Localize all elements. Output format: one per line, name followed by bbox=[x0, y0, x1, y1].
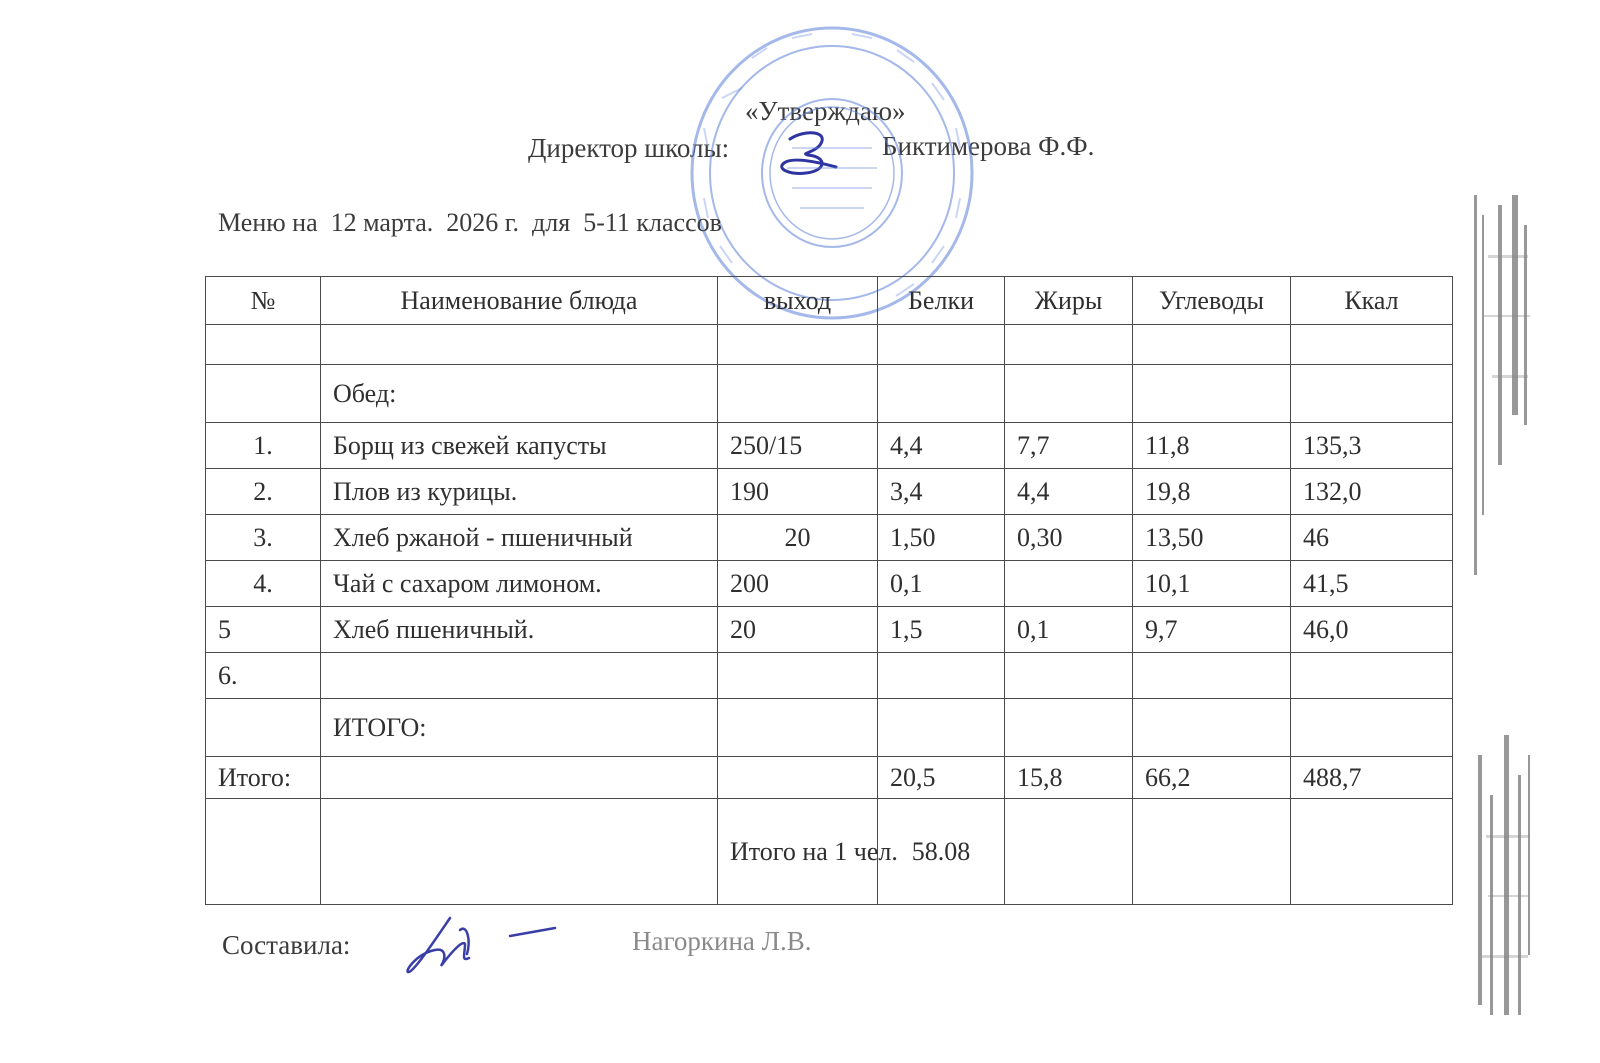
dish-kcal: 132,0 bbox=[1291, 469, 1453, 515]
dish-fat: 0,1 bbox=[1005, 607, 1133, 653]
table-cell bbox=[1291, 365, 1453, 423]
compiler-signature bbox=[405, 910, 575, 990]
dish-protein: 0,1 bbox=[878, 561, 1005, 607]
director-label: Директор школы: bbox=[528, 133, 730, 163]
dish-name: Хлеб ржаной - пшеничный bbox=[321, 515, 718, 561]
table-cell bbox=[206, 799, 321, 905]
table-cell bbox=[1005, 365, 1133, 423]
header-output: выход bbox=[718, 277, 878, 325]
dish-output: 200 bbox=[718, 561, 878, 607]
table-cell bbox=[718, 757, 878, 799]
dish-name: Плов из курицы. bbox=[321, 469, 718, 515]
table-cell bbox=[718, 699, 878, 757]
dish-fat: 4,4 bbox=[1005, 469, 1133, 515]
total-carbs: 66,2 bbox=[1133, 757, 1291, 799]
dish-fat bbox=[1005, 561, 1133, 607]
dish-carbs: 11,8 bbox=[1133, 423, 1291, 469]
dish-protein bbox=[878, 653, 1005, 699]
table-cell bbox=[206, 365, 321, 423]
table-cell bbox=[321, 799, 718, 905]
dish-output: 20 bbox=[718, 515, 878, 561]
table-row bbox=[206, 469, 1453, 515]
table-row-per-person bbox=[206, 799, 1453, 905]
table-cell bbox=[1005, 799, 1133, 905]
table-cell bbox=[1291, 799, 1453, 905]
table-cell bbox=[1291, 325, 1453, 365]
dish-carbs bbox=[1133, 653, 1291, 699]
table-cell bbox=[878, 325, 1005, 365]
table-cell bbox=[321, 325, 718, 365]
header-protein: Белки bbox=[878, 277, 1005, 325]
table-cell bbox=[206, 325, 321, 365]
director-name: Биктимерова Ф.Ф. bbox=[882, 131, 1095, 161]
total-fat: 15,8 bbox=[1005, 757, 1133, 799]
header-dish-name: Наименование блюда bbox=[321, 277, 718, 325]
table-header-row bbox=[206, 277, 1453, 325]
row-number: 6. bbox=[206, 653, 321, 699]
table-row-total-label bbox=[206, 699, 1453, 757]
table-row bbox=[206, 515, 1453, 561]
table-cell bbox=[1005, 699, 1133, 757]
dish-fat: 7,7 bbox=[1005, 423, 1133, 469]
compiled-by-name: Нагоркина Л.В. bbox=[632, 926, 812, 956]
dish-output bbox=[718, 653, 878, 699]
per-person-label: Итого на 1 чел. bbox=[718, 799, 878, 905]
dish-carbs: 10,1 bbox=[1133, 561, 1291, 607]
row-number: 3. bbox=[206, 515, 321, 561]
row-number: 5 bbox=[206, 607, 321, 653]
table-cell bbox=[878, 699, 1005, 757]
dish-name: Борщ из свежей капусты bbox=[321, 423, 718, 469]
table-row bbox=[206, 561, 1453, 607]
per-person-value: 58.08 bbox=[878, 799, 1005, 905]
table-cell bbox=[1133, 325, 1291, 365]
dish-protein: 3,4 bbox=[878, 469, 1005, 515]
header-number: № bbox=[206, 277, 321, 325]
dish-protein: 1,50 bbox=[878, 515, 1005, 561]
scan-artifact bbox=[1468, 195, 1538, 1030]
header-carbs: Углеводы bbox=[1133, 277, 1291, 325]
dish-carbs: 13,50 bbox=[1133, 515, 1291, 561]
total-label: Итого: bbox=[206, 757, 321, 799]
dish-output: 190 bbox=[718, 469, 878, 515]
dish-fat: 0,30 bbox=[1005, 515, 1133, 561]
dish-protein: 4,4 bbox=[878, 423, 1005, 469]
dish-name: Чай с сахаром лимоном. bbox=[321, 561, 718, 607]
total-kcal: 488,7 bbox=[1291, 757, 1453, 799]
table-cell bbox=[1005, 325, 1133, 365]
menu-table bbox=[205, 276, 1453, 905]
total-protein: 20,5 bbox=[878, 757, 1005, 799]
compiled-by-label: Составила: bbox=[222, 930, 351, 960]
dish-name: Хлеб пшеничный. bbox=[321, 607, 718, 653]
table-cell bbox=[718, 365, 878, 423]
dish-name bbox=[321, 653, 718, 699]
dish-protein: 1,5 bbox=[878, 607, 1005, 653]
dish-carbs: 19,8 bbox=[1133, 469, 1291, 515]
dish-carbs: 9,7 bbox=[1133, 607, 1291, 653]
header-fat: Жиры bbox=[1005, 277, 1133, 325]
table-row-totals bbox=[206, 757, 1453, 799]
table-cell bbox=[878, 365, 1005, 423]
table-row bbox=[206, 653, 1453, 699]
table-row bbox=[206, 607, 1453, 653]
table-cell bbox=[1133, 799, 1291, 905]
dish-kcal: 41,5 bbox=[1291, 561, 1453, 607]
table-cell bbox=[206, 699, 321, 757]
header-kcal: Ккал bbox=[1291, 277, 1453, 325]
table-cell bbox=[1133, 365, 1291, 423]
dish-kcal bbox=[1291, 653, 1453, 699]
table-cell bbox=[321, 757, 718, 799]
table-cell bbox=[718, 325, 878, 365]
total-caps-label: ИТОГО: bbox=[321, 699, 718, 757]
row-number: 2. bbox=[206, 469, 321, 515]
dish-kcal: 135,3 bbox=[1291, 423, 1453, 469]
table-row bbox=[206, 423, 1453, 469]
table-cell bbox=[1133, 699, 1291, 757]
approval-heading: «Утверждаю» bbox=[745, 96, 906, 126]
table-row-blank bbox=[206, 325, 1453, 365]
dish-output: 20 bbox=[718, 607, 878, 653]
dish-kcal: 46 bbox=[1291, 515, 1453, 561]
row-number: 1. bbox=[206, 423, 321, 469]
table-cell bbox=[1291, 699, 1453, 757]
dish-fat bbox=[1005, 653, 1133, 699]
section-label: Обед: bbox=[321, 365, 718, 423]
dish-output: 250/15 bbox=[718, 423, 878, 469]
dish-kcal: 46,0 bbox=[1291, 607, 1453, 653]
menu-title: Меню на 12 марта. 2026 г. для 5-11 классов bbox=[218, 208, 722, 237]
row-number: 4. bbox=[206, 561, 321, 607]
table-row-section bbox=[206, 365, 1453, 423]
